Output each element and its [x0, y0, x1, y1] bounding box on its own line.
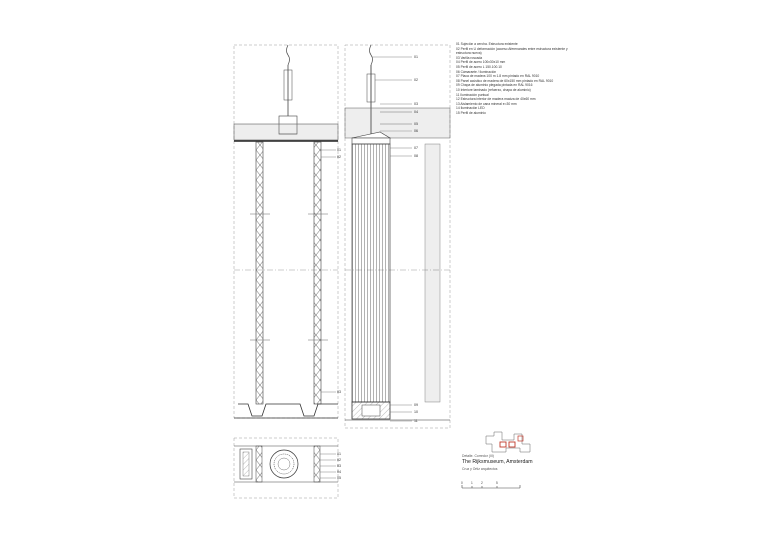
plan-detail — [234, 438, 338, 498]
callout-right-6: 06 — [414, 129, 418, 133]
scale-bar — [461, 481, 520, 488]
legend-item: 01 Sujeción a cercha. Estructura existente — [456, 42, 518, 46]
callout-plan-3: 03 — [337, 464, 341, 468]
callout-right-4: 04 — [414, 110, 418, 114]
legend-item: 15 Perfil de aluminio — [456, 110, 486, 115]
legend-item: 05 Perfil de acero L 150.100.10 — [456, 64, 502, 69]
legend-item: 09 Chapa de aluminio plegada pintada en RAL 9016 — [456, 83, 533, 88]
legend-item: 07 Placa de madera 100 m 1.8 mm pintado en RAL 9010 — [456, 74, 540, 79]
callout-right-2: 02 — [414, 78, 418, 82]
key-plan-icon — [486, 432, 530, 452]
scale-tick-1: 1 — [471, 481, 473, 485]
scale-tick-5: 5 — [496, 481, 498, 485]
callout-right-1: 01 — [414, 55, 418, 59]
left-elevation — [234, 45, 338, 418]
legend-list — [456, 42, 574, 116]
callout-right-7: 07 — [414, 146, 418, 150]
scale-tick-0: 0 — [461, 481, 463, 485]
legend-item: 08 Panel acústico de madera de 60x150 mm pintado en RAL 9010 — [456, 78, 554, 83]
legend-item: 12 Estructura interior de madera maciza de 40x60 mm — [456, 97, 536, 102]
callout-left-3: 03 — [337, 390, 341, 394]
callout-plan-1: 01 — [337, 452, 341, 456]
legend-item: 10 Interiore laminado (refuerzo, chapa de aluminio) — [456, 87, 531, 92]
legend-item: 13 Aislamiento de cana mineral e=30 mm — [456, 101, 517, 106]
callout-plan-4: 04 — [337, 470, 341, 474]
callout-right-10: 10 — [414, 410, 418, 414]
architect-label: Cruz y Ortiz arquitectos — [462, 467, 498, 471]
project-title: The Rijksmuseum, Amsterdam — [462, 459, 533, 465]
legend-item: 03 Varilla roscada — [456, 55, 483, 60]
scale-tick-2: 2 — [481, 481, 483, 485]
callout-right-3: 03 — [414, 102, 418, 106]
legend-item: 14 Iluminación LED — [456, 106, 485, 111]
callout-right-9: 09 — [414, 403, 418, 407]
callout-left-2: 02 — [337, 155, 341, 159]
legend-item: 11 Iluminación puntual — [456, 92, 489, 97]
callout-plan-2: 02 — [337, 458, 341, 462]
callout-right-11: 11 — [414, 419, 418, 423]
detail-label: Detalle. Corredor (III) — [462, 454, 494, 458]
right-elevation — [345, 45, 450, 428]
callout-right-8: 08 — [414, 154, 418, 158]
callout-right-5: 05 — [414, 122, 418, 126]
callout-left-1: 01 — [337, 148, 341, 152]
legend-item: 02 Perfil en U deformación (acceso Aferenarales entre estructura existente y estructura nueva) — [456, 46, 568, 56]
legend-item: 04 Perfil de acero 100x30x10 mm — [456, 60, 506, 65]
callout-plan-5: 05 — [337, 476, 341, 480]
legend-item: 06 Cámaraete / iluminación — [456, 69, 497, 74]
